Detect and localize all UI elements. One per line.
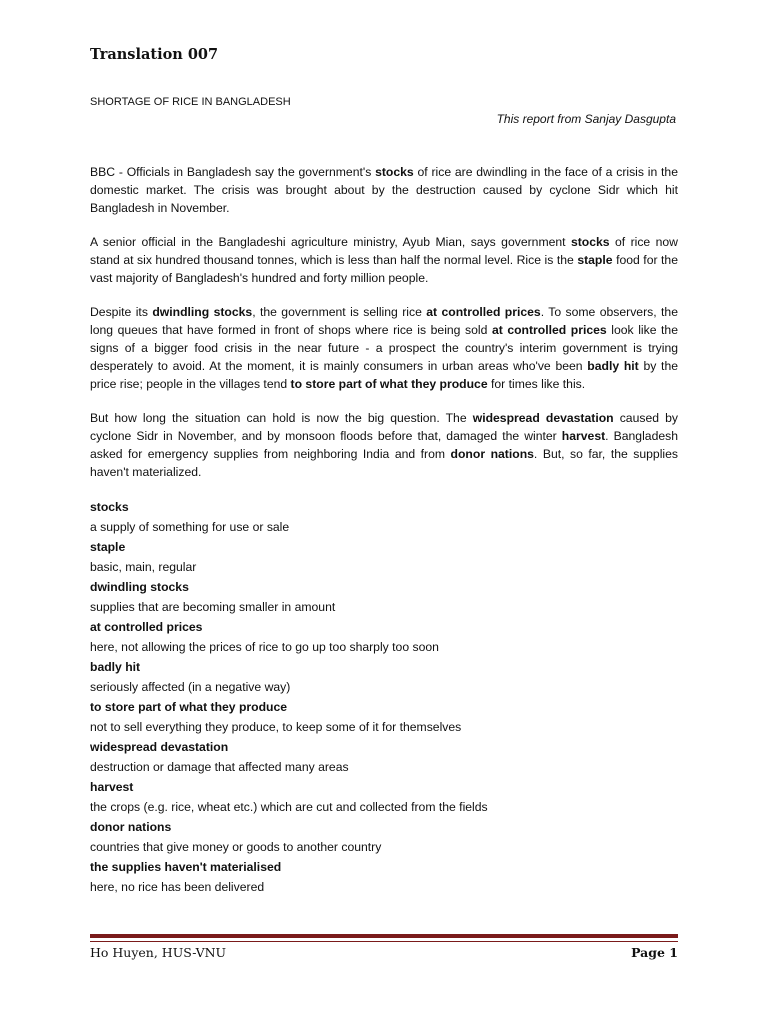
key-term: staple: [577, 253, 613, 267]
key-term: at controlled prices: [426, 305, 541, 319]
glossary-definition: here, not allowing the prices of rice to go up too sharply too soon: [90, 640, 439, 654]
key-term: donor nations: [450, 447, 534, 461]
glossary: [90, 497, 678, 897]
key-term: to store part of what they produce: [290, 377, 488, 391]
key-term: badly hit: [587, 359, 639, 373]
text-run: Despite its: [90, 305, 153, 319]
text-run: . But, so far, the supplies haven't materialized.: [90, 447, 678, 479]
glossary-term: donor nations: [90, 820, 172, 834]
byline: This report from Sanjay Dasgupta: [496, 112, 676, 126]
glossary-definition: seriously affected (in a negative way): [90, 680, 291, 694]
text-run: . Bangladesh asked for emergency supplies from neighboring India and from: [90, 429, 678, 461]
glossary-term: staple: [90, 540, 126, 554]
document-title: Translation 007: [90, 46, 219, 63]
text-run: of rice now stand at six hundred thousand tonnes, which is less than half the normal level. Rice is the: [90, 235, 678, 267]
glossary-term: stocks: [90, 500, 129, 514]
glossary-definition: supplies that are becoming smaller in amount: [90, 600, 336, 614]
footer-divider: [90, 941, 678, 942]
text-run: BBC - Officials in Bangladesh say the government's: [90, 165, 376, 179]
footer-divider: [90, 934, 678, 938]
page-number: Page 1: [631, 945, 678, 960]
key-term: at controlled prices: [491, 323, 607, 337]
text-run: A senior official in the Bangladeshi agriculture ministry, Ayub Mian, says government: [90, 235, 571, 249]
glossary-term: at controlled prices: [90, 620, 203, 634]
paragraph: [90, 409, 678, 481]
text-run: for times like this.: [487, 377, 586, 391]
glossary-definition: a supply of something for use or sale: [90, 520, 290, 534]
glossary-term: harvest: [90, 780, 134, 794]
text-run: caused by cyclone Sidr in November, and by monsoon floods before that, damaged the winter: [90, 411, 678, 443]
glossary-definition: basic, main, regular: [90, 560, 197, 574]
paragraph: [90, 233, 678, 287]
glossary-definition: destruction or damage that affected many areas: [90, 760, 349, 774]
glossary-definition: here, no rice has been delivered: [90, 880, 265, 894]
glossary-term: badly hit: [90, 660, 141, 674]
glossary-definition: the crops (e.g. rice, wheat etc.) which are cut and collected from the fields: [90, 800, 488, 814]
glossary-term: dwindling stocks: [90, 580, 189, 594]
key-term: widespread devastation: [472, 411, 614, 425]
text-run: of rice are dwindling in the face of a crisis in the domestic market. The crisis was brought about by the destruction caused by cyclone Sidr which hit Bangladesh in November.: [90, 165, 678, 215]
paragraph: [90, 303, 678, 393]
text-run: , the government is selling rice: [252, 305, 427, 319]
text-run: look like the signs of a bigger food crisis in the near future - a prospect the country's interim government is trying desperately to avoid. At the moment, it is mainly consumers in urban areas who've been: [90, 323, 678, 373]
footer-author: Ho Huyen, HUS-VNU: [90, 945, 227, 960]
glossary-term: widespread devastation: [90, 740, 229, 754]
key-term: stocks: [375, 165, 414, 179]
glossary-term: the supplies haven't materialised: [90, 860, 282, 874]
key-term: harvest: [561, 429, 606, 443]
text-run: But how long the situation can hold is now the big question. The: [90, 411, 473, 425]
text-run: food for the vast majority of Bangladesh's hundred and forty million people.: [90, 253, 678, 285]
article-title: SHORTAGE OF RICE IN BANGLADESH: [90, 96, 291, 108]
text-run: . To some observers, the long queues that have formed in front of shops where rice is being sold: [90, 305, 678, 337]
glossary-term: to store part of what they produce: [90, 700, 288, 714]
text-run: by the price rise; people in the villages tend: [90, 359, 678, 391]
key-term: stocks: [570, 235, 610, 249]
paragraph: [90, 163, 678, 217]
glossary-definition: not to sell everything they produce, to keep some of it for themselves: [90, 720, 462, 734]
glossary-definition: countries that give money or goods to another country: [90, 840, 382, 854]
key-term: dwindling stocks: [152, 305, 253, 319]
